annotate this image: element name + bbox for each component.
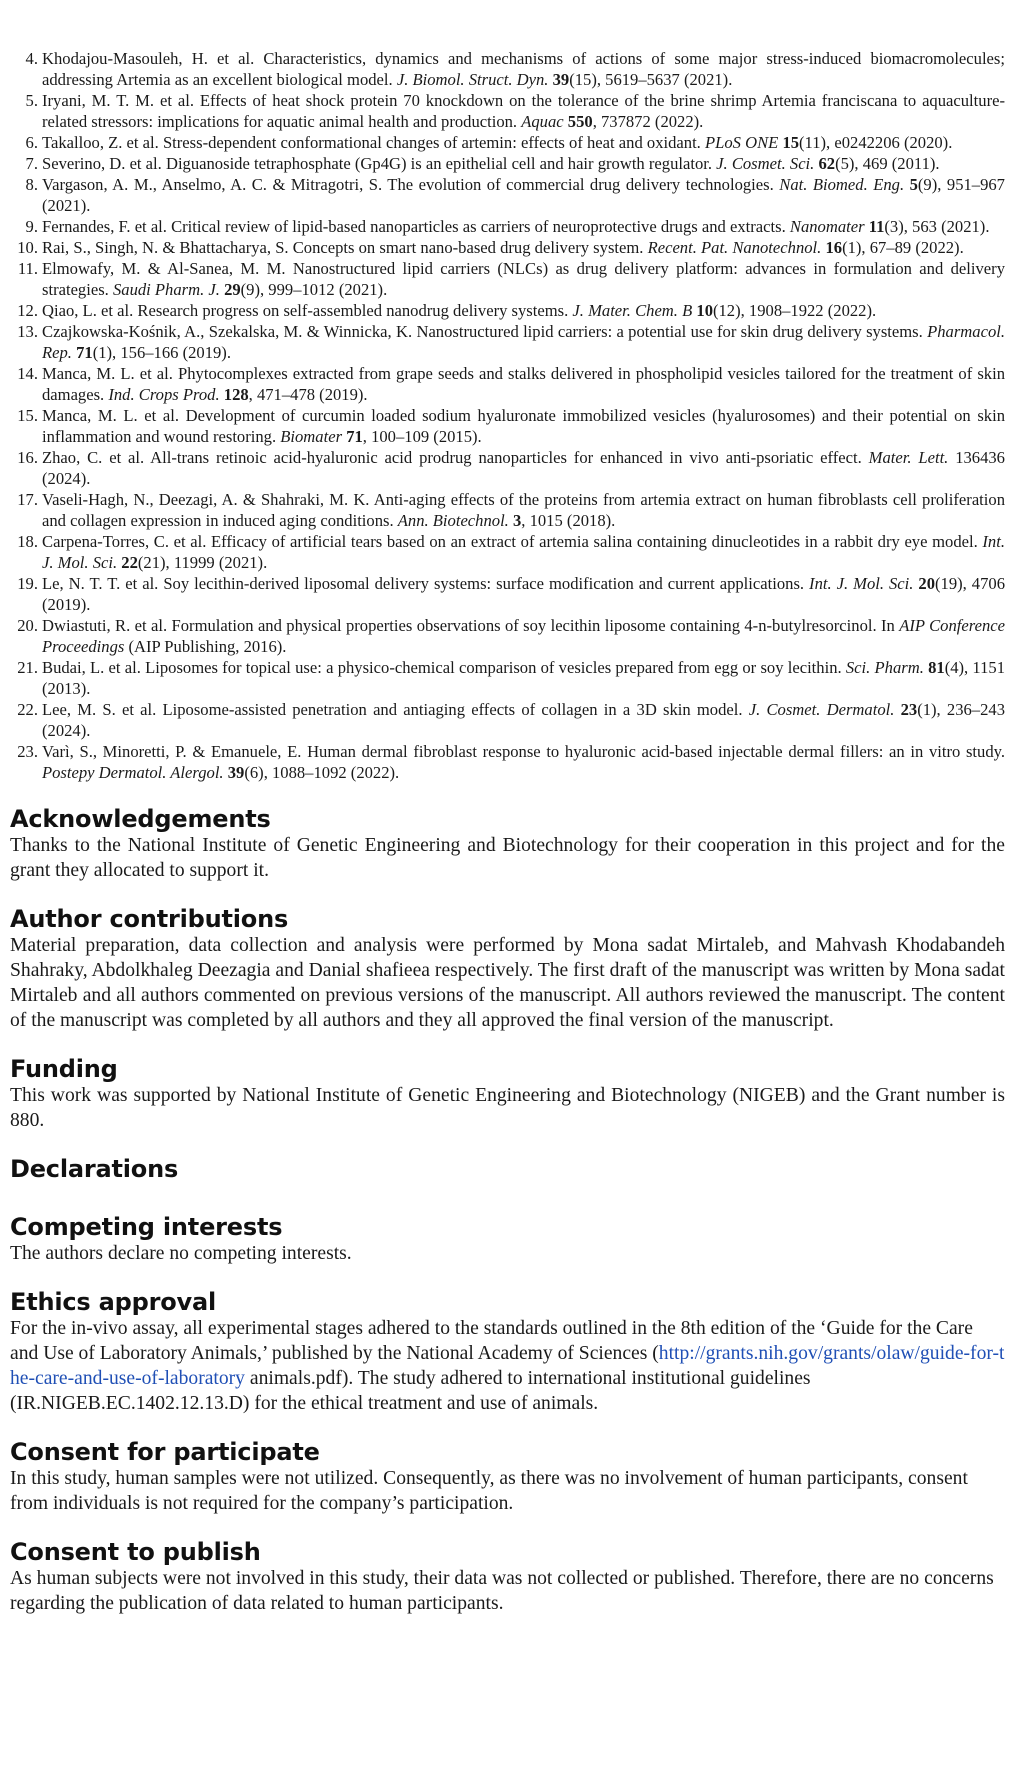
reference-number: 8. [25,175,38,194]
reference-item [10,699,1005,741]
volume-number: 39 [552,70,570,89]
author-contributions-section [10,905,1005,1033]
reference-text: (11), e0242206 (2020). [799,133,953,152]
reference-text: Manca, M. L. et al. Phytocomplexes extracted from grape seeds and stalks delivered in phospholipid vesicles tailored for the treatment of skin damages. [42,364,1005,404]
journal-name: Ind. Crops Prod. [108,385,220,404]
volume-number: 29 [224,280,241,299]
reference-text: (3), 563 (2021). [884,217,990,236]
journal-name: Int. J. Mol. Sci. [809,574,914,593]
ethics-approval-heading: Ethics approval [10,1288,216,1316]
reference-text: Elmowafy, M. & Al-Sanea, M. M. Nanostructured lipid carriers (NLCs) as drug delivery platform: advances in formulation and delivery strategies. [42,259,1005,299]
reference-text: (19), 4706 (2019). [42,574,1005,614]
reference-item [10,657,1005,699]
reference-text: Qiao, L. et al. Research progress on self-assembled nanodrug delivery systems. [42,301,573,320]
reference-text: (6), 1088–1092 (2022). [244,763,400,782]
reference-text: Dwiastuti, R. et al. Formulation and physical properties observations of soy lecithin liposome containing 4-n-butylresorcinol. In [42,616,900,635]
volume-number: 62 [818,154,836,173]
reference-text: Vaseli-Hagh, N., Deezagi, A. & Shahraki, M. K. Anti-aging effects of the proteins from artemia extract on human fibroblasts cell proliferation and collagen expression in induced aging conditions. [42,490,1005,530]
volume-number: 22 [121,553,138,572]
consent-publish-heading: Consent to publish [10,1538,261,1566]
reference-text: Budai, L. et al. Liposomes for topical use: a physico-chemical comparison of vesicles prepared from egg or soy lecithin. [42,658,846,677]
declarations-section [10,1155,1005,1183]
reference-item [10,615,1005,657]
reference-number: 17. [17,490,38,509]
reference-number: 23. [17,742,38,761]
reference-text: Severino, D. et al. Diguanoside tetraphosphate (Gp4G) is an epithelial cell and hair growth regulator. [42,154,717,173]
reference-number: 12. [17,301,38,320]
volume-number: 10 [696,301,713,320]
reference-text: Czajkowska-Kośnik, A., Szekalska, M. & Winnicka, K. Nanostructured lipid carriers: a potential use for skin drug delivery systems. [42,322,928,341]
journal-name: PLoS ONE [704,133,779,152]
journal-name: Mater. Lett. [868,448,949,467]
journal-name: J. Cosmet. Dermatol. [748,700,895,719]
reference-item [10,48,1005,90]
funding-section [10,1055,1005,1133]
competing-interests-text: The authors declare no competing interests. [10,1243,352,1264]
reference-text: Takalloo, Z. et al. Stress-dependent conformational changes of artemin: effects of heat and oxidant. [42,133,705,152]
reference-text: (9), 951–967 (2021). [42,175,1005,215]
reference-text: (9), 999–1012 (2021). [240,280,388,299]
reference-text: Khodajou-Masouleh, H. et al. Characteristics, dynamics and mechanisms of actions of some major stress-induced biomacromolecules; addressing Artemia as an excellent biological model. [42,49,1005,89]
journal-name: Sci. Pharm. [845,658,924,677]
competing-interests-section [10,1213,1005,1266]
reference-item [10,300,1005,321]
reference-item [10,405,1005,447]
acknowledgements-text: Thanks to the National Institute of Genetic Engineering and Biotechnology for their cooperation in this project and for the grant they allocated to support it. [10,835,1005,881]
reference-text: Manca, M. L. et al. Development of curcumin loaded sodium hyaluronate immobilized vesicles (hyalurosomes) and their potential on skin inflammation and wound restoring. [42,406,1005,446]
volume-number: 23 [900,700,918,719]
ethics-approval-section [10,1288,1005,1416]
declarations-heading: Declarations [10,1155,179,1183]
author-contributions-heading: Author contributions [10,905,289,933]
reference-number: 7. [25,154,38,173]
journal-name: Postepy Dermatol. Alergol. [42,763,224,782]
reference-item [10,174,1005,216]
reference-item [10,132,1005,153]
volume-number: 39 [227,763,245,782]
reference-list [10,48,1005,783]
volume-number: 71 [346,427,363,446]
guide-link[interactable]: http://grants.nih.gov/grants/olaw/guide-for-the-care-and-use-of-laboratory [10,1343,1005,1389]
reference-text: (AIP Publishing, 2016). [124,637,287,656]
acknowledgements-heading: Acknowledgements [10,805,271,833]
volume-number: 5 [909,175,918,194]
volume-number: 16 [825,238,843,257]
reference-number: 19. [17,574,38,593]
reference-number: 16. [17,448,38,467]
reference-text: (5), 469 (2011). [835,154,940,173]
ethics-text-before: For the in-vivo assay, all experimental stages adhered to the standards outlined in the 8th edition of the ‘Guide for the Care and Use of Laboratory Animals,’ published by the National Academy of Sciences ( [10,1318,973,1364]
reference-text: 136436 (2024). [42,448,1005,488]
ethics-approval-text [10,1316,1005,1416]
reference-number: 5. [25,91,38,110]
reference-item [10,258,1005,300]
journal-name: J. Cosmet. Sci. [716,154,815,173]
reference-text: , 471–478 (2019). [248,385,368,404]
journal-name: Nat. Biomed. Eng. [779,175,905,194]
reference-number: 9. [25,217,38,236]
reference-item [10,90,1005,132]
volume-number: 15 [782,133,800,152]
reference-text: , 737872 (2022). [592,112,704,131]
reference-text: (21), 11999 (2021). [137,553,268,572]
reference-text: Iryani, M. T. M. et al. Effects of heat shock protein 70 knockdown on the tolerance of the brine shrimp Artemia franciscana to aquaculture-related stressors: implications for aquatic animal health and production. [42,91,1005,131]
reference-number: 6. [25,133,38,152]
ethics-text-after: animals.pdf). The study adhered to international institutional guidelines (IR.NIGEB.EC.1402.12.13.D) for the ethical treatment and use of animals. [10,1368,811,1414]
reference-number: 22. [17,700,38,719]
reference-number: 10. [17,238,38,257]
volume-number: 128 [223,385,249,404]
journal-name: AIP Conference Proceedings [42,616,1005,656]
consent-participate-heading: Consent for participate [10,1438,320,1466]
reference-item [10,216,1005,237]
reference-text: Lee, M. S. et al. Liposome-assisted penetration and antiaging effects of collagen in a 3D skin model. [42,700,749,719]
journal-name: Biomater [280,427,343,446]
reference-text: , 1015 (2018). [521,511,616,530]
reference-number: 15. [17,406,38,425]
funding-heading: Funding [10,1055,118,1083]
volume-number: 550 [567,112,593,131]
journal-name: Aquac [521,112,564,131]
reference-text: (12), 1908–1922 (2022). [712,301,877,320]
funding-text: This work was supported by National Institute of Genetic Engineering and Biotechnology (NIGEB) and the Grant number is 880. [10,1085,1005,1131]
reference-text: (1), 156–166 (2019). [92,343,231,362]
volume-number: 11 [868,217,885,236]
volume-number: 20 [918,574,936,593]
reference-text: Carpena-Torres, C. et al. Efficacy of artificial tears based on an extract of artemia salina containing dinucleotides in a rabbit dry eye model. [42,532,983,551]
consent-participate-text: In this study, human samples were not utilized. Consequently, as there was no involvement of human participants, consent from individuals is not required for the company’s participation. [10,1468,968,1514]
reference-text: Varì, S., Minoretti, P. & Emanuele, E. Human dermal fibroblast response to hyaluronic acid-based injectable dermal fillers: an in vitro study. [42,742,1005,761]
reference-number: 20. [17,616,38,635]
reference-text: Rai, S., Singh, N. & Bhattacharya, S. Concepts on smart nano-based drug delivery system. [42,238,648,257]
reference-text: , 100–109 (2015). [362,427,482,446]
reference-item [10,741,1005,783]
consent-participate-section [10,1438,1005,1516]
reference-text: Le, N. T. T. et al. Soy lecithin-derived liposomal delivery systems: surface modification and current applications. [42,574,810,593]
reference-text: Zhao, C. et al. All-trans retinoic acid-hyaluronic acid prodrug nanoparticles for enhanced in vivo anti-psoriatic effect. [42,448,869,467]
reference-number: 11. [17,259,38,278]
consent-publish-section [10,1538,1005,1616]
journal-name: Ann. Biotechnol. [397,511,509,530]
reference-item [10,363,1005,405]
reference-item [10,489,1005,531]
journal-name: J. Biomol. Struct. Dyn. [396,70,549,89]
reference-item [10,237,1005,258]
reference-text: (4), 1151 (2013). [42,658,1005,698]
reference-number: 13. [17,322,38,341]
reference-text: (1), 236–243 (2024). [42,700,1005,740]
author-contributions-text: Material preparation, data collection and analysis were performed by Mona sadat Mirtaleb, and Mahvash Khodabandeh Shahraky, Abdolkhaleg Deezagia and Danial shafieea respectively. The first draft of the manuscript was written by Mona sadat Mirtaleb and all authors commented on previous versions of the manuscript. All authors reviewed the manuscript. The content of the manuscript was completed by all authors and they all approved the final version of the manuscript. [10,935,1005,1031]
journal-name: Pharmacol. Rep. [42,322,1005,362]
reference-item [10,531,1005,573]
journal-name: Nanomater [789,217,865,236]
reference-number: 18. [17,532,38,551]
reference-number: 4. [25,49,38,68]
reference-text: Fernandes, F. et al. Critical review of lipid-based nanoparticles as carriers of neuroprotective drugs and extracts. [42,217,790,236]
volume-number: 81 [928,658,945,677]
journal-name: J. Mater. Chem. B [572,301,693,320]
volume-number: 3 [512,511,522,530]
reference-text: Vargason, A. M., Anselmo, A. C. & Mitragotri, S. The evolution of commercial drug delivery technologies. [42,175,780,194]
competing-interests-heading: Competing interests [10,1213,283,1241]
reference-text: (1), 67–89 (2022). [842,238,964,257]
reference-item [10,447,1005,489]
reference-item [10,153,1005,174]
reference-number: 21. [17,658,38,677]
reference-item [10,573,1005,615]
consent-publish-text: As human subjects were not involved in this study, their data was not collected or published. Therefore, there are no concerns regarding the publication of data related to human participants. [10,1568,994,1614]
reference-item [10,321,1005,363]
journal-name: Saudi Pharm. J. [112,280,220,299]
reference-number: 14. [17,364,38,383]
acknowledgements-section [10,805,1005,883]
volume-number: 71 [76,343,93,362]
reference-text: (15), 5619–5637 (2021). [569,70,733,89]
journal-name: Int. J. Mol. Sci. [42,532,1005,572]
journal-name: Recent. Pat. Nanotechnol. [647,238,822,257]
